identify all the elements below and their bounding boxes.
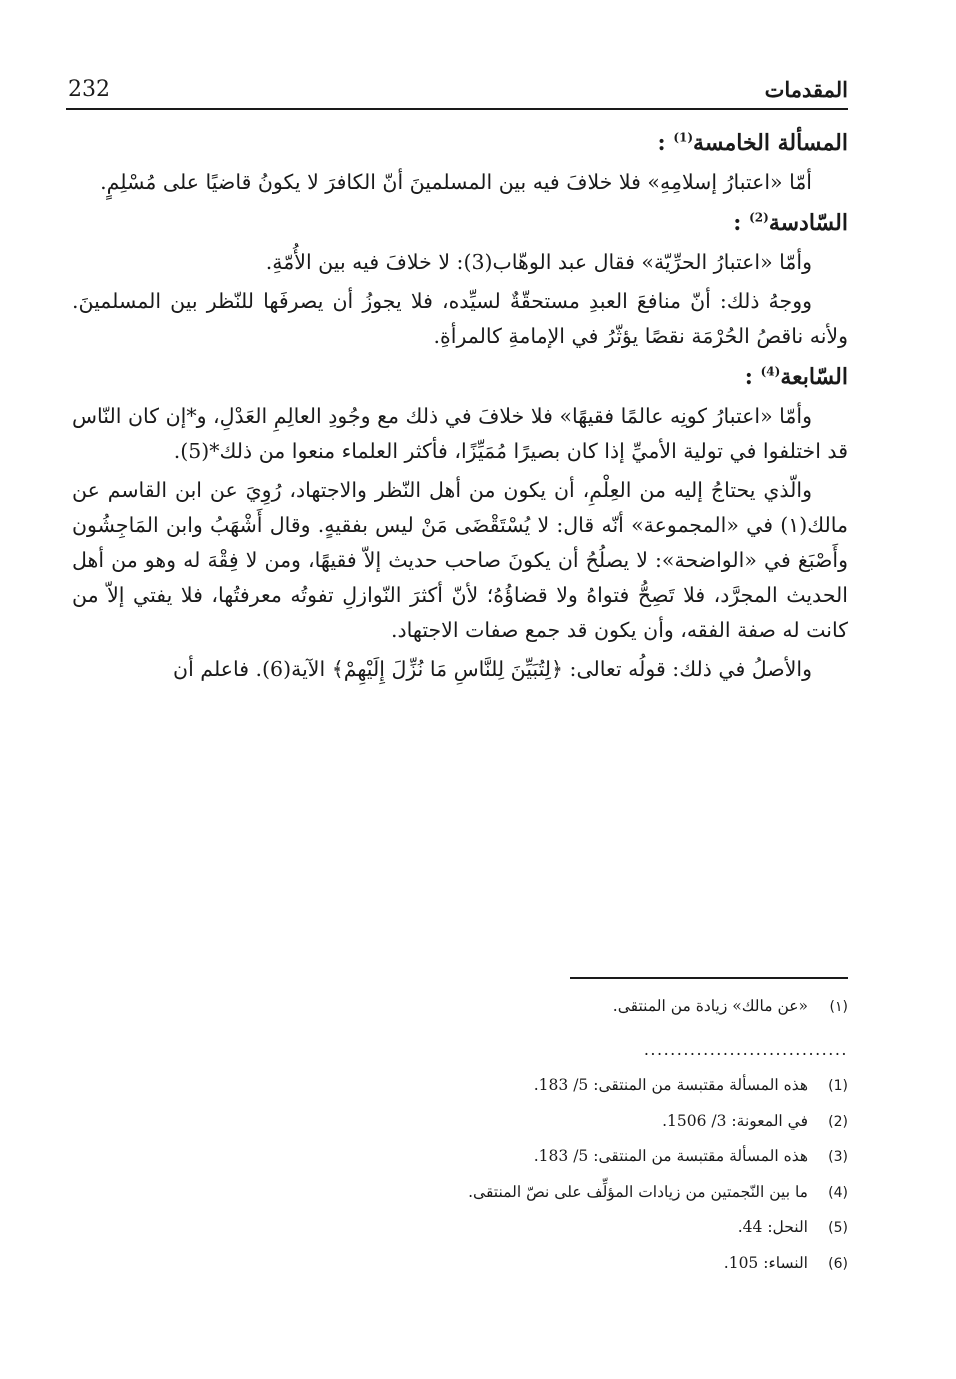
footnote (72, 1175, 848, 1211)
paragraph: والأصلُ في ذلك: قولُه تعالى: ﴿لِتُبَيِّنَ لِلنَّاسِ مَا نُزِّلَ إِلَيْهِمْ﴾ الآية(6). فاعلم أن (173, 657, 812, 681)
footnotes (72, 1068, 848, 1281)
running-title: المقدمات (764, 76, 848, 102)
footnote (72, 1139, 848, 1175)
variant-notes (72, 990, 848, 1024)
paragraph: وأمّا «اعتبارُ الحرِّيّة» فقال عبد الوهّاب(3): لا خلافَ فيه بين الأُمّةِ. (265, 250, 812, 274)
footnote-separator: ............................... (643, 1040, 848, 1059)
header-rule (66, 108, 848, 110)
footnote-text: هذه المسألة مقتبسة من المنتقى: 5/ 183. (533, 1076, 808, 1094)
footnote-text: النساء: 105. (723, 1253, 808, 1272)
main-text (72, 120, 848, 691)
footnote-number: (6) (828, 1255, 848, 1272)
footnote-number: (1) (828, 1078, 848, 1094)
page-header (68, 72, 848, 106)
footnote-text: هذه المسألة مقتبسة من المنتقى: 5/ 183. (533, 1147, 808, 1165)
footnote-rule (570, 977, 848, 979)
footnote-text: ما بين النّجمتين من زيادات المؤلِّف على نصّ المنتقى. (468, 1182, 808, 1201)
footnote-text: النحل: 44. (737, 1218, 808, 1236)
footnote-number: (١) (829, 999, 848, 1015)
variant-note (72, 990, 848, 1024)
footnote-text: «عن مالك» زيادة من المنتقى. (612, 997, 808, 1015)
section-heading-fifth: المسألة الخامسة$^{(1)}$ : (657, 130, 848, 156)
paragraph: وأمّا «اعتبارُ كونِه عالمًا فقيهًا» فلا خلافَ في ذلك مع وجُودِ العالِمِ العَدْلِ، و*إن كان النّاس قد اختلفوا في تولية الأميِّ إذا كان بصيرًا مُمَيِّزًا، فأكثر العلماء منعوا من ذلك*(5). (72, 404, 848, 463)
footnote-number: (5) (828, 1220, 848, 1236)
page-number: 232 (68, 76, 110, 102)
footnote-text: في المعونة: 3/ 1506. (662, 1111, 808, 1130)
footnote (72, 1210, 848, 1246)
paragraph: أمّا «اعتبارُ إسلامِهِ» فلا خلافَ فيه بين المسلمينَ أنّ الكافرَ لا يكونُ قاضيًا على مُسْلِمٍ. (100, 170, 812, 194)
paragraph: والّذي يحتاجُ إليه من العِلْمِ، أن يكون من أهل النّظر والاجتهاد، رُوِيَ عن ابن القاسم عن مالك(١) في «المجموعة» أنّه قال: لا يُسْتَقْضَى مَنْ ليس بفقيهٍ. وقال أَشْهَبُ وابن المَاجِشُون وأَصْبَغ في «الواضحة»: لا يصلُحُ أن يكونَ صاحب حديث إلاّ فقيهًا، ومن لا فِقْهَ له وهو من أهل الحديث المجرَّد، فلا تَصِحُّ فتواهُ ولا قضاؤُهُ؛ لأنّ أكثرَ النّوازلِ تفوتُه معرفتُها، فلا يفتي إلاّ من كانت له صفة الفقه، وأن يكون قد جمع صفات الاجتهاد. (72, 478, 848, 642)
footnote-number: (3) (828, 1149, 848, 1165)
footnote (72, 1068, 848, 1104)
section-heading-seventh: السّابعة$^{(4)}$ : (744, 364, 848, 390)
footnote (72, 1104, 848, 1140)
footnote-number: (4) (828, 1184, 848, 1201)
footnote (72, 1246, 848, 1282)
footnote-number: (2) (828, 1113, 848, 1130)
paragraph: ووجهُ ذلك: أنّ منافعَ العبدِ مستحقّةٌ لسيِّده، فلا يجوزُ أن يصرفَها للنّظر بين المسلمينَ. ولأنه ناقصُ الحُرْمَة نقصًا يؤثّرُ في الإمامةِ كالمرأةِ. (72, 289, 848, 348)
section-heading-sixth: السّادسة$^{(2)}$ : (733, 210, 848, 236)
